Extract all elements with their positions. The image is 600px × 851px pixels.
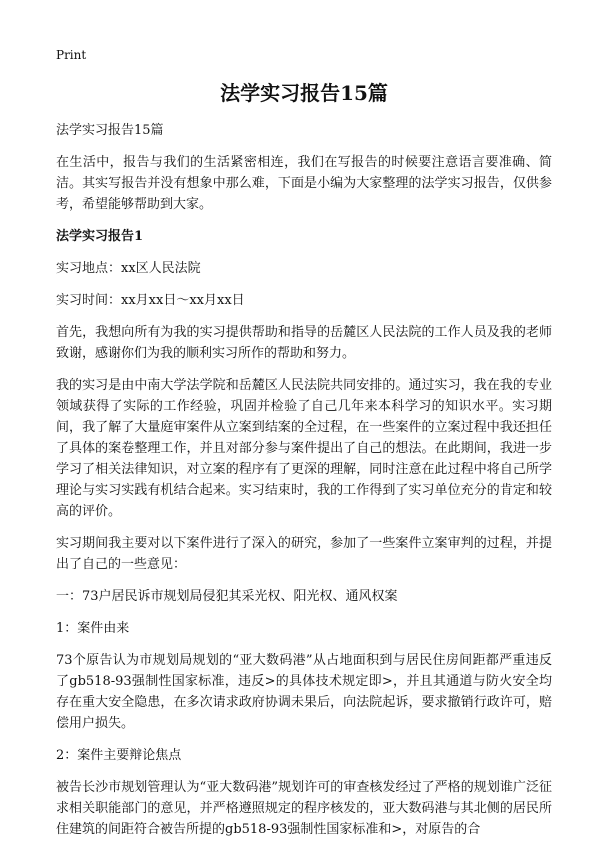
page-title: 法学实习报告15篇 [220, 81, 388, 105]
case-dispute-heading: 2：案件主要辩论焦点 [56, 748, 182, 763]
internship-time: 实习时间：xx月xx日～xx月xx日 [56, 293, 245, 308]
section-heading: 法学实习报告1 [56, 229, 144, 244]
internship-location: 实习地点：xx区人民法院 [56, 261, 201, 276]
case-origin-paragraph: 73个原告认为市规划局规划的“亚大数码港”从占地面积到与居民住房间距都严重违反了gb518-93强制性国家标准，违反>的具体技术规定即>，并且其通道与防火安全均存在重大安全隐患，在多次请求政府协调未果后，向法院起诉，要求撤销行政许可，赔偿用户损失。 [56, 653, 552, 731]
case-dispute-paragraph: 被告长沙市规划管理认为“亚大数码港”规划许可的审查核发经过了严格的规划谁广泛征求相关职能部门的意见，并严格遵照规定的程序核发的，亚大数码港与其北侧的居民所住建筑的间距符合被告所提的gb518-93强制性国家标准和>，对原告的合 [56, 780, 552, 837]
thanks-paragraph: 首先，我想向所有为我的实习提供帮助和指导的岳麓区人民法院的工作人员及我的老师致谢，感谢你们为我的顺利实习所作的帮助和努力。 [56, 325, 552, 361]
intro-paragraph: 在生活中，报告与我们的生活紧密相连，我们在写报告的时候要注意语言要准确、简洁。其实写报告并没有想象中那么难，下面是小编为大家整理的法学实习报告，仅供参考，希望能够帮助到大家。 [56, 155, 552, 212]
case-origin-heading: 1：案件由来 [56, 621, 130, 636]
subtitle-paragraph: 法学实习报告15篇 [56, 123, 164, 138]
print-label[interactable]: Print [56, 48, 87, 62]
document-body [56, 120, 552, 851]
internship-summary-paragraph: 我的实习是由中南大学法学院和岳麓区人民法院共同安排的。通过实习，我在我的专业领域获得了实际的工作经验，巩固并检验了自己几年来本科学习的知识水平。实习期间，我了解了大量庭审案件从立案到结案的全过程，在一些案件的立案过程中我还担任了具体的案卷整理工作，并且对部分参与案件提出了自己的想法。在此期间，我进一步学习了相关法律知识，对立案的程序有了更深的理解，同时注意在此过程中将自己所学理论与实习实践有机结合起来。实习结束时，我的工作得到了实习单位充分的肯定和较高的评价。 [56, 378, 552, 519]
cases-intro-paragraph: 实习期间我主要对以下案件进行了深入的研究，参加了一些案件立案审判的过程，并提出了自己的一些意见： [56, 536, 552, 572]
case-one-title: 一：73户居民诉市规划局侵犯其采光权、阳光权、通风权案 [56, 589, 398, 604]
